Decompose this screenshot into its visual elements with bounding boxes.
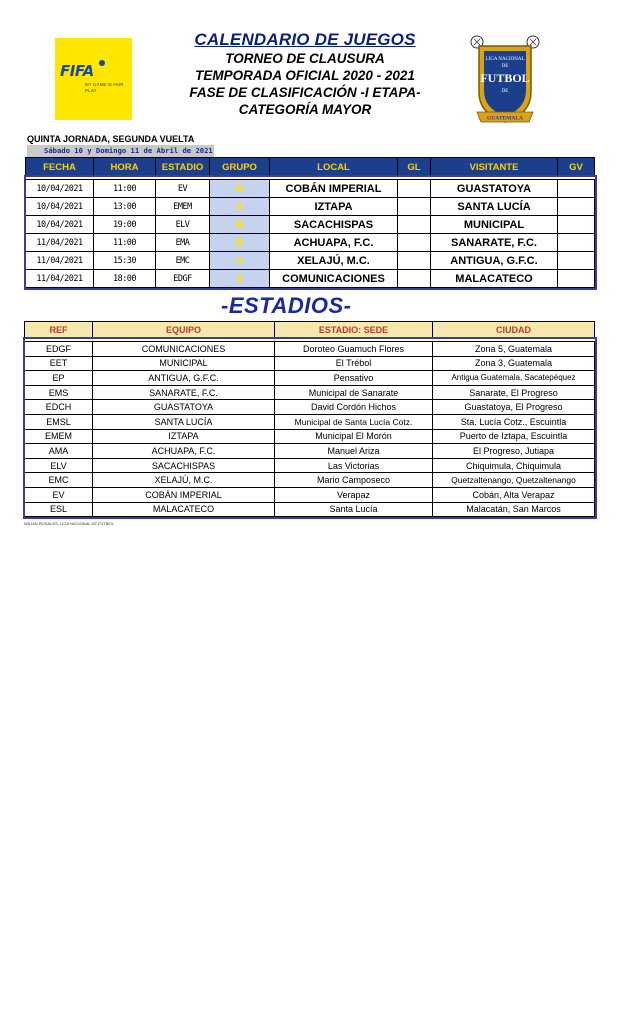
col-equipo: EQUIPO <box>93 322 275 339</box>
stadium-row <box>25 502 595 517</box>
stadium-ciudad: Quetzaltenango, Quetzaltenango <box>433 473 595 488</box>
match-gv <box>558 180 595 198</box>
match-row <box>26 216 595 234</box>
match-visitante: ANTIGUA, G.F.C. <box>431 252 558 270</box>
header-titles <box>150 30 460 118</box>
col-ciudad: CIUDAD <box>433 322 595 339</box>
stadium-ref: ESL <box>25 502 93 517</box>
stadium-sede: David Cordón Hichos <box>275 400 433 415</box>
match-estadio: EMEM <box>156 198 210 216</box>
match-local: SACACHISPAS <box>270 216 398 234</box>
matches-table <box>25 157 595 288</box>
logo-de2-text: DE <box>501 89 509 94</box>
match-row <box>26 234 595 252</box>
match-gl <box>398 270 431 288</box>
page-title: CALENDARIO DE JUEGOS <box>194 30 416 49</box>
match-visitante: MALACATECO <box>431 270 558 288</box>
stadium-equipo: SANTA LUCÍA <box>93 414 275 429</box>
stadium-equipo: ANTIGUA, G.F.C. <box>93 371 275 386</box>
match-row <box>26 270 595 288</box>
match-estadio: ELV <box>156 216 210 234</box>
col-estadio: ESTADIO <box>156 158 210 177</box>
stadium-equipo: ACHUAPA, F.C. <box>93 444 275 459</box>
col-grupo: GRUPO <box>210 158 270 177</box>
stadium-ciudad: El Progreso, Jutiapa <box>433 444 595 459</box>
match-gv <box>558 270 595 288</box>
stadium-row <box>25 342 595 357</box>
match-hora: 18:00 <box>94 270 156 288</box>
stadium-sede: Santa Lucía <box>275 502 433 517</box>
stadium-equipo: SACACHISPAS <box>93 458 275 473</box>
stadium-row <box>25 473 595 488</box>
match-local: COBÁN IMPERIAL <box>270 180 398 198</box>
match-hora: 11:00 <box>94 180 156 198</box>
stadium-equipo: MUNICIPAL <box>93 356 275 371</box>
stadium-ref: EDCH <box>25 400 93 415</box>
match-fecha: 11/04/2021 <box>26 252 94 270</box>
col-gl: GL <box>398 158 431 177</box>
match-row <box>26 180 595 198</box>
stadium-ciudad: Zona 3, Guatemala <box>433 356 595 371</box>
match-grupo: A <box>210 270 270 288</box>
stadium-ciudad: Antigua Guatemala, Sacatepéquez <box>433 371 595 386</box>
col-fecha: FECHA <box>26 158 94 177</box>
stadium-equipo: XELAJÚ, M.C. <box>93 473 275 488</box>
stadium-row <box>25 487 595 502</box>
match-fecha: 11/04/2021 <box>26 234 94 252</box>
stadiums-header <box>25 322 595 339</box>
match-fecha: 10/04/2021 <box>26 180 94 198</box>
match-hora: 15:30 <box>94 252 156 270</box>
col-visitante: VISITANTE <box>431 158 558 177</box>
match-row <box>26 252 595 270</box>
stadium-sede: Doroteo Guamuch Flores <box>275 342 433 357</box>
stadium-row <box>25 444 595 459</box>
stadium-ref: EET <box>25 356 93 371</box>
match-estadio: EDGF <box>156 270 210 288</box>
match-gl <box>398 180 431 198</box>
logo-banner-text: GUATEMALA <box>487 115 523 122</box>
stadium-ciudad: Chiquimula, Chiquimula <box>433 458 595 473</box>
stadium-equipo: COMUNICACIONES <box>93 342 275 357</box>
col-ref: REF <box>25 322 93 339</box>
stadium-ref: EMEM <box>25 429 93 444</box>
matches-header <box>26 158 595 177</box>
stadium-ref: EMC <box>25 473 93 488</box>
stadium-ciudad: Zona 5, Guatemala <box>433 342 595 357</box>
fifa-logo-dot <box>99 60 105 66</box>
col-hora: HORA <box>94 158 156 177</box>
subtitle-phase: FASE DE CLASIFICACIÓN -I ETAPA- <box>189 85 421 100</box>
match-gv <box>558 234 595 252</box>
match-grupo: A <box>210 252 270 270</box>
match-gv <box>558 252 595 270</box>
match-local: IZTAPA <box>270 198 398 216</box>
fifa-fair-play-logo <box>55 38 132 120</box>
match-grupo: B <box>210 180 270 198</box>
match-estadio: EMC <box>156 252 210 270</box>
match-local: COMUNICACIONES <box>270 270 398 288</box>
match-gl <box>398 252 431 270</box>
match-grupo: A <box>210 198 270 216</box>
estadios-title: -ESTADIOS- <box>221 293 352 318</box>
stadium-ref: AMA <box>25 444 93 459</box>
stadium-sede: El Trébol <box>275 356 433 371</box>
match-gl <box>398 234 431 252</box>
match-gv <box>558 198 595 216</box>
stadium-row <box>25 356 595 371</box>
stadium-equipo: GUASTATOYA <box>93 400 275 415</box>
match-grupo: B <box>210 234 270 252</box>
stadium-row <box>25 371 595 386</box>
stadium-equipo: MALACATECO <box>93 502 275 517</box>
matches-body <box>26 177 595 288</box>
subtitle-tournament: TORNEO DE CLAUSURA <box>225 51 385 66</box>
match-visitante: SANARATE, F.C. <box>431 234 558 252</box>
round-title: QUINTA JORNADA, SEGUNDA VUELTA <box>27 134 195 144</box>
stadium-ciudad: Cobán, Alta Verapaz <box>433 487 595 502</box>
stadium-row <box>25 429 595 444</box>
logo-top-text: LIGA NACIONAL <box>485 57 525 62</box>
logo-de-text: DE <box>501 64 509 69</box>
match-estadio: EMA <box>156 234 210 252</box>
stadium-ciudad: Sanarate, El Progreso <box>433 385 595 400</box>
stadium-sede: Pensativo <box>275 371 433 386</box>
round-dates: Sábado 10 y Domingo 11 de Abril de 2021 <box>27 145 214 157</box>
match-local: ACHUAPA, F.C. <box>270 234 398 252</box>
match-row <box>26 198 595 216</box>
match-gv <box>558 216 595 234</box>
match-fecha: 11/04/2021 <box>26 270 94 288</box>
stadium-ciudad: Malacatán, San Marcos <box>433 502 595 517</box>
match-visitante: SANTA LUCÍA <box>431 198 558 216</box>
liga-nacional-logo <box>465 32 545 132</box>
match-hora: 19:00 <box>94 216 156 234</box>
stadiums-table <box>24 321 595 517</box>
match-local: XELAJÚ, M.C. <box>270 252 398 270</box>
stadium-ref: EP <box>25 371 93 386</box>
col-estadio-sede: ESTADIO: SEDE <box>275 322 433 339</box>
match-visitante: MUNICIPAL <box>431 216 558 234</box>
stadium-equipo: IZTAPA <box>93 429 275 444</box>
stadium-sede: Municipal El Morón <box>275 429 433 444</box>
stadium-sede: Las Victorias <box>275 458 433 473</box>
match-grupo: B <box>210 216 270 234</box>
stadium-ciudad: Sta. Lucía Cotz., Escuintla <box>433 414 595 429</box>
match-visitante: GUASTATOYA <box>431 180 558 198</box>
logo-main-text: FUTBOL <box>480 71 530 85</box>
stadium-sede: Mario Camposeco <box>275 473 433 488</box>
match-estadio: EV <box>156 180 210 198</box>
stadium-ref: EDGF <box>25 342 93 357</box>
stadium-row <box>25 458 595 473</box>
subtitle-category: CATEGORÍA MAYOR <box>238 102 372 117</box>
stadium-ref: EMS <box>25 385 93 400</box>
match-fecha: 10/04/2021 <box>26 216 94 234</box>
match-gl <box>398 198 431 216</box>
stadium-ref: ELV <box>25 458 93 473</box>
match-hora: 13:00 <box>94 198 156 216</box>
subtitle-season: TEMPORADA OFICIAL 2020 - 2021 <box>195 68 415 83</box>
stadium-ciudad: Puerto de Iztapa, Escuintla <box>433 429 595 444</box>
stadium-ciudad: Guastatoya, El Progreso <box>433 400 595 415</box>
stadium-row <box>25 400 595 415</box>
stadium-sede: Municipal de Santa Lucía Cotz. <box>275 414 433 429</box>
col-local: LOCAL <box>270 158 398 177</box>
stadium-sede: Manuel Ariza <box>275 444 433 459</box>
footer-credit: WILIAN ROSALES, LIGA NACIONAL DE FUTBOL <box>24 521 114 526</box>
stadium-row <box>25 385 595 400</box>
match-gl <box>398 216 431 234</box>
match-fecha: 10/04/2021 <box>26 198 94 216</box>
match-hora: 11:00 <box>94 234 156 252</box>
stadium-sede: Municipal de Sanarate <box>275 385 433 400</box>
fifa-logo-word: FIFA <box>60 62 94 80</box>
fifa-logo-slogan: MY GAME IS FAIR PLAY <box>85 82 124 93</box>
stadiums-body <box>25 339 595 517</box>
stadium-ref: EV <box>25 487 93 502</box>
stadium-ref: EMSL <box>25 414 93 429</box>
col-gv: GV <box>558 158 595 177</box>
stadium-row <box>25 414 595 429</box>
stadium-equipo: SANARATE, F.C. <box>93 385 275 400</box>
stadium-equipo: COBÁN IMPERIAL <box>93 487 275 502</box>
stadium-sede: Verapaz <box>275 487 433 502</box>
